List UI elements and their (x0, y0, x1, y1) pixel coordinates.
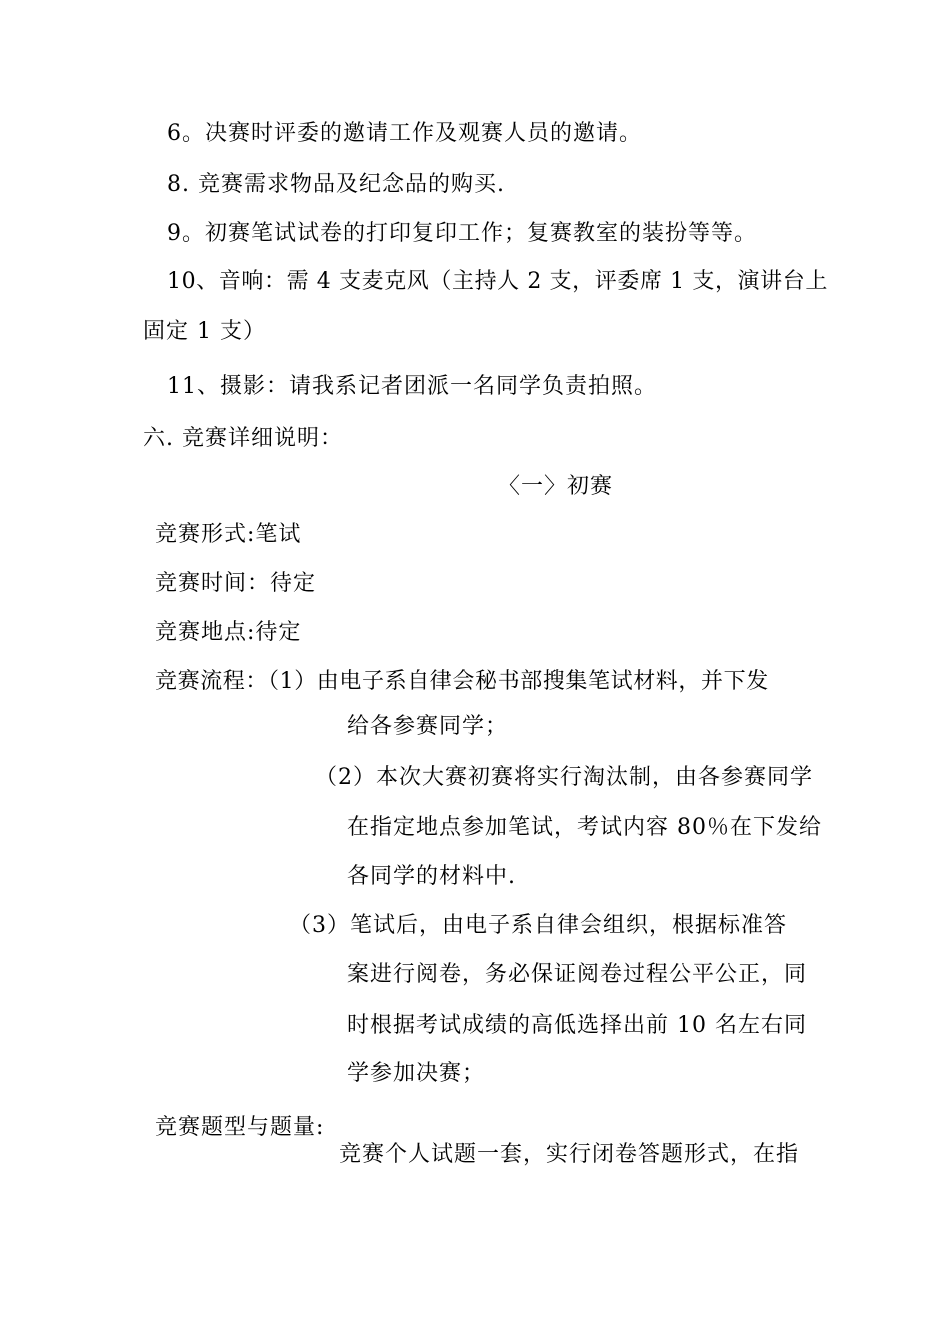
contest-process-step-3: （3）笔试后，由电子系自律会组织，根据标准答 (289, 913, 787, 938)
contest-time: 竞赛时间：待定 (155, 571, 317, 596)
question-types-body: 竞赛个人试题一套，实行闭卷答题形式，在指 (339, 1142, 800, 1167)
item-6: 6。决赛时评委的邀请工作及观赛人员的邀请。 (167, 121, 642, 146)
item-8: 8. 竞赛需求物品及纪念品的购买. (167, 172, 505, 197)
contest-process-step-3-line-3: 时根据考试成绩的高低选择出前 10 名左右同 (347, 1013, 807, 1038)
contest-format: 竞赛形式:笔试 (155, 522, 302, 547)
contest-process-step-2-line-3: 各同学的材料中. (347, 864, 516, 889)
item-10-continued: 固定 1 支） (143, 319, 266, 344)
contest-process-step-3-line-2: 案进行阅卷，务必保证阅卷过程公平公正，同 (347, 962, 808, 987)
contest-process-step-1-continued: 给各参赛同学； (347, 714, 509, 739)
subsection-heading: 〈一〉初赛 (498, 474, 614, 499)
item-9: 9。初赛笔试试卷的打印复印工作；复赛教室的装扮等等。 (167, 221, 757, 246)
contest-location: 竞赛地点:待定 (155, 620, 302, 645)
item-10: 10、音响：需 4 支麦克风（主持人 2 支，评委席 1 支，演讲台上 (167, 269, 828, 294)
contest-process-step-2: （2）本次大赛初赛将实行淘汰制，由各参赛同学 (315, 765, 813, 790)
question-types-heading: 竞赛题型与题量: (155, 1115, 325, 1140)
contest-process-step-2-line-2: 在指定地点参加笔试，考试内容 80％在下发给 (347, 815, 822, 840)
contest-process-step-1: 竞赛流程：（1）由电子系自律会秘书部搜集笔试材料，并下发 (155, 669, 769, 694)
contest-process-step-3-line-4: 学参加决赛； (347, 1061, 486, 1086)
item-11: 11、摄影：请我系记者团派一名同学负责拍照。 (167, 374, 657, 399)
section-heading: 六. 竞赛详细说明： (143, 426, 343, 451)
